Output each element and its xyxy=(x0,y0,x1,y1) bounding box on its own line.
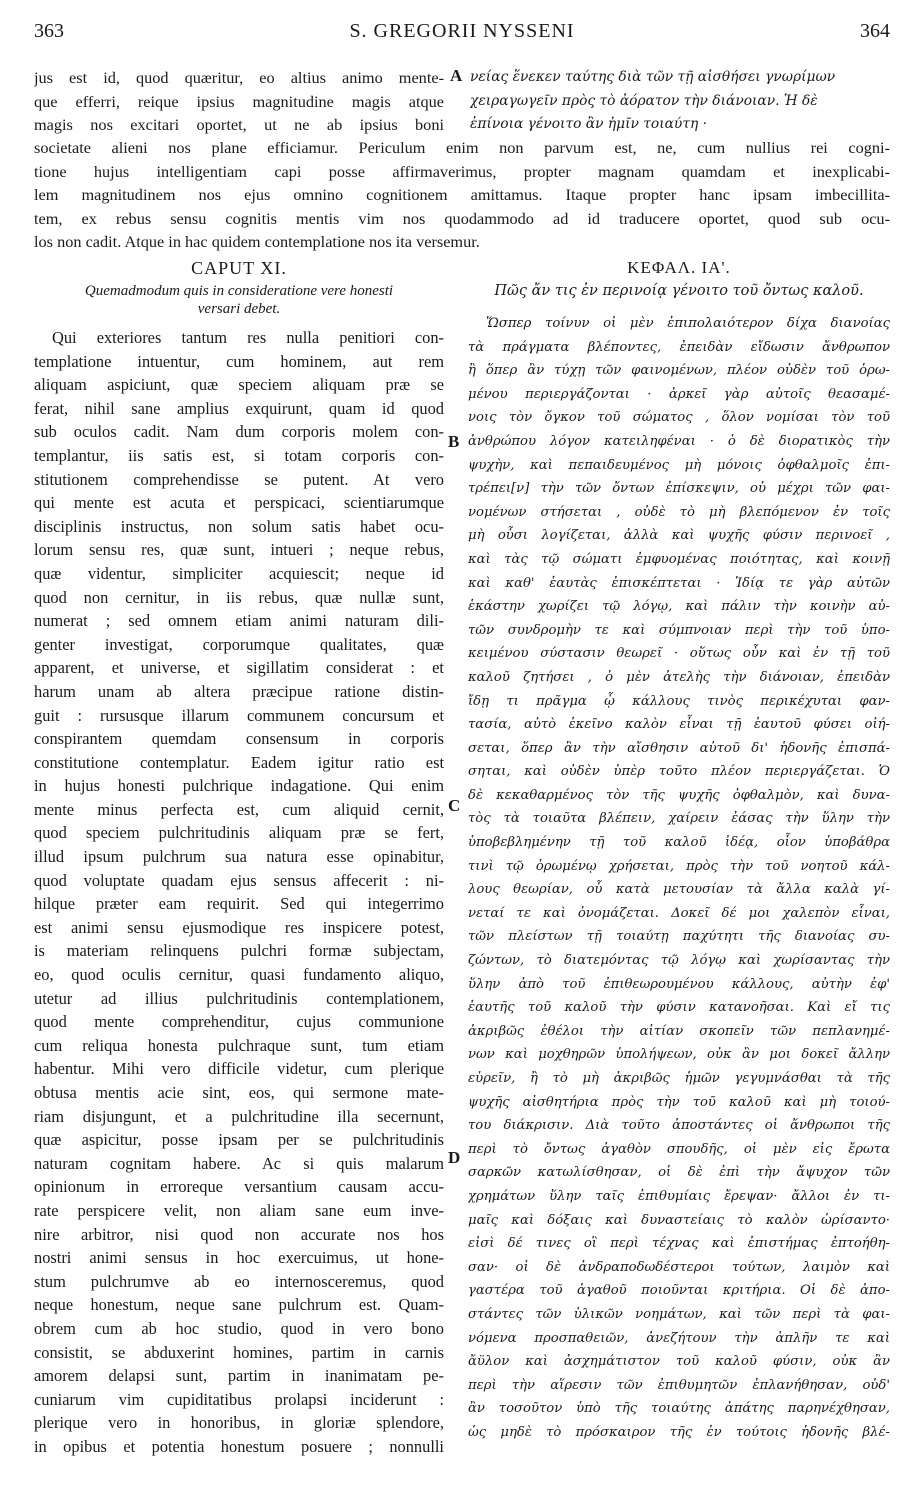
text-line: χρημάτων ὕλην ταῖς ἐπιθυμίαις ἔρεψαν· ἄλλοι ἐν τι- xyxy=(468,1188,890,1204)
text-line: stum pulchrumve ab eo internosceremus, quod xyxy=(34,1271,444,1291)
text-line: μένου περιεργάζονται · ἀρκεῖ γὰρ αὐτοῖς θεασαμέ- xyxy=(468,386,890,402)
text-line: νείας ἕνεκεν ταύτης διὰ τῶν τῇ αἰσθήσει γνωρίμων xyxy=(470,69,836,85)
text-line: νομένων στήσεται , οὐδὲ τὸ μὴ βλεπόμενον ἐν τοῖς xyxy=(468,504,890,520)
text-line: amorem delapsi sunt, partim in inanimatam pe- xyxy=(34,1366,444,1386)
text-line: disciplinis instructus, non solum satis habet ocu- xyxy=(34,516,444,536)
section-marker-d: D xyxy=(448,1148,461,1167)
text-line: qui mente est acuta et perspicaci, scientiarumque xyxy=(34,493,444,513)
text-line: hilque præter eam requirit. Sed qui integerrimo xyxy=(34,894,444,914)
text-line: guit : rursusque illarum communem concursum et xyxy=(34,705,444,725)
text-line: tem, ex rebus sensu cognitis mentis vim nos quodammodo ad id traducere oportet, quod sub ocu- xyxy=(34,208,890,228)
text-line: ψυχῆς αἰσθητήρια πρὸς τὴν τοῦ καλοῦ καὶ μὴ τοιού- xyxy=(468,1094,890,1110)
text-line: plerique vero in honoribus, in gloriæ splendore, xyxy=(34,1413,444,1433)
text-line: νων καὶ μοχθηρῶν ὑπολήψεων, οὐκ ἂν μοι δοκεῖ ἄλλην xyxy=(468,1047,890,1063)
text-line: cum reliqua honesta pulchraque sunt, tum etiam xyxy=(34,1035,444,1055)
text-line: tione hujus intelligentiam capi posse affirmaverimus, propter magnam quamdam et inexplicabi- xyxy=(34,161,890,181)
text-line: ὡς μηδὲ τὸ πρόσκαιρον τῆς ἐν τούτοις ἡδονῆς βλέ- xyxy=(468,1424,890,1440)
text-line: ἀκριβῶς ἐθέλοι τὴν αἰτίαν σκοπεῖν τῶν πεπλανημέ- xyxy=(468,1023,890,1039)
text-line: templatione intuentur, cum hominem, aut rem xyxy=(34,351,444,371)
text-line: ἑαυτῆς τοῦ καλοῦ τὴν φύσιν κατανοῆσαι. Καὶ εἴ τις xyxy=(468,1000,890,1016)
top-full-width-text xyxy=(34,136,890,254)
text-line: habentur. Mihi vero difficile videtur, cum plerique xyxy=(34,1059,444,1079)
text-line: quod non cernitur, in iis rebus, quæ nullæ sunt, xyxy=(34,587,444,607)
section-marker-c: C xyxy=(448,796,461,815)
text-line: templantur, iis satis est, si totam corporis con- xyxy=(34,445,444,465)
text-line: obrem cum ab hoc studio, quod in vero bono xyxy=(34,1318,444,1338)
text-line: ἑκάστην χωρίζει τῷ λόγῳ, καὶ πάλιν τὴν κοινὴν αὐ- xyxy=(468,599,890,615)
text-line: γαστέρα τοῦ ἀγαθοῦ ποιοῦνται κριτήρια. Οἱ δὲ ἀπο- xyxy=(468,1283,890,1299)
text-line: λους θεωρίαν, οὗ κατὰ μετουσίαν τὰ ἄλλα καλὰ γί- xyxy=(468,882,890,898)
text-line: ὑποβεβλημένην τῇ τοῦ καλοῦ ἰδέᾳ, οἷον ὑποβάθρα xyxy=(468,835,890,851)
text-line: societate alieni nos plane efficiamur. Periculum enim non parvum est, ne, cum nullius rei cogni- xyxy=(34,138,890,157)
text-line: εἰσὶ δέ τινες οἳ περὶ τέχνας καὶ ἐπιστήμας ἐπτοήθη- xyxy=(468,1236,890,1252)
text-line: eo, quod oculis cernitur, quasi fundamento aliquo, xyxy=(34,965,444,985)
text-line: illud ipsum pulchrum sua natura esse opinabitur, xyxy=(34,847,444,867)
text-line: mente minus perfecta est, cum aliquid cernit, xyxy=(34,799,444,819)
page-number-right: 364 xyxy=(860,20,890,42)
text-line: τρέπει[ν] τὴν τῶν ὄντων ἐπίσκεψιν, οὐ μέχρι τῶν φαι- xyxy=(468,481,890,497)
text-line: conspirantem quemdam consensum in corporis xyxy=(34,729,444,749)
caput-heading: CAPUT XI. xyxy=(191,258,287,278)
text-line: in hujus honesti pulchrique indagatione. Qui enim xyxy=(34,776,444,796)
running-title: S. GREGORII NYSSENI xyxy=(349,20,575,42)
running-header xyxy=(34,12,890,46)
text-line: νόμενα προσπαθειῶν, ἀνεζήτουν τὴν ἁπλῆν τε καὶ xyxy=(468,1330,890,1346)
text-line: neque honestum, neque sane pulchrum est. Quam- xyxy=(34,1295,444,1315)
section-marker-a: A xyxy=(450,66,463,85)
text-line: nostri animi sensus in hoc exercuimus, ut hone- xyxy=(34,1248,444,1268)
text-line: ἴδῃ τι πρᾶγμα ᾧ κάλλους τινὸς περικέχυται φαν- xyxy=(468,693,890,709)
text-line: ἄϋλον καὶ ἀσχημάτιστον τοῦ καλοῦ φύσιν, οὐκ ἂν xyxy=(468,1354,890,1370)
text-line: καλοῦ ζητήσει , ὁ μὲν ἀτελὴς τὴν διάνοιαν, ἐπειδὰν xyxy=(468,669,890,685)
top-greek-text xyxy=(470,66,894,137)
text-line: cuniarum vim cupiditatibus prolapsi inciderunt : xyxy=(34,1389,444,1409)
text-line: καὶ τὰς τῷ σώματι ἐμφυομένας ποιότητας, καὶ κοινῇ xyxy=(468,551,890,567)
text-line: est animi sensu ejusmodique res inspicere potest, xyxy=(34,917,444,937)
text-line: nire arbitror, nisi quod non accurate nos hos xyxy=(34,1224,444,1244)
text-line: νεταί τε καὶ ὀνομάζεται. Δοκεῖ δέ μοι χαλεπὸν εἶναι, xyxy=(468,905,890,921)
text-line: genter investigat, corporumque qualitates, quæ xyxy=(34,634,444,654)
text-line: του διάκρισιν. Διὰ τοῦτο ἀποστάντες οἱ ἄνθρωποι τῆς xyxy=(468,1118,890,1134)
latin-column xyxy=(34,258,444,1459)
text-line: Qui exteriores tantum res nulla penitiori con- xyxy=(52,328,444,347)
page-number-left: 363 xyxy=(34,20,64,42)
text-line: ἐπίνοια γένοιτο ἂν ἡμῖν τοιαύτη · xyxy=(470,116,707,132)
text-line: τὸς τὰ τοιαῦτα βλέπειν, χαίρειν ἐάσας τὴν ὕλην τὴν xyxy=(468,811,890,827)
text-line: magis nos excitari oportet, ut ne ab ipsius boni xyxy=(34,115,444,134)
text-line: στάντες τῶν ὑλικῶν νοημάτων, καὶ τῶν περὶ τὰ φαι- xyxy=(468,1306,890,1322)
text-line: is materiam relinquens pulchri formæ subjectam, xyxy=(34,941,444,961)
text-line: νοις τὸν ὄγκον τοῦ σώματος , ὅλον νομίσαι τὸν τοῦ xyxy=(468,410,890,426)
text-line: quod mente comprehenditur, cujus communione xyxy=(34,1012,444,1032)
text-line: τῶν πλείστων τῇ τοιαύτῃ παχύτητι τῆς διανοίας συ- xyxy=(468,929,890,945)
kephalaion-heading: ΚΕΦΑΛ. ΙΑ'. xyxy=(627,258,731,277)
text-line: opinionum in erroreque versantium causam accu- xyxy=(34,1177,444,1197)
text-line: consistit, se abduxerint homines, partim in carnis xyxy=(34,1342,444,1362)
greek-column xyxy=(468,258,890,1445)
text-line: constitutione contemplatur. Eadem igitur ratio est xyxy=(34,752,444,772)
kephalaion-subtitle xyxy=(468,282,890,300)
text-line: σαν· οἱ δὲ ἀνδραποδωδέστεροι τούτων, λαιμὸν καὶ xyxy=(468,1259,890,1275)
text-line: περὶ τὸ ὄντως ἀγαθὸν σπουδῆς, οἱ μὲν εἰς ἔρωτα xyxy=(468,1141,890,1157)
text-line: in opibus et potentia honestum posuere ; nonnulli xyxy=(34,1436,444,1456)
text-line: σαρκῶν κατωλίσθησαν, οἱ δὲ ἐπὶ τὴν ἄψυχον τῶν xyxy=(468,1165,890,1181)
text-line: ἂν τοσοῦτον ὑπὸ τῆς τοιαύτης ἀπάτης παρηνέχθησαν, xyxy=(468,1401,890,1417)
text-line: stitutionem comprehendisse se putent. At vero xyxy=(34,469,444,489)
text-line: μὴ οὖσι λογίζεται, ἀλλὰ καὶ ψυχῆς φύσιν περινοεῖ , xyxy=(468,528,890,544)
text-line: naturam cognitam habere. Ac si quis malarum xyxy=(34,1153,444,1173)
text-line: μαῖς καὶ δόξαις καὶ δυναστείαις τὸ καλὸν ὡρίσαντο· xyxy=(468,1212,890,1228)
text-line: σηται, καὶ οὐδὲν ὑπὲρ τοῦτο πλέον περιεργάζεται. Ὁ xyxy=(468,764,890,780)
subtitle-line: versari debet. xyxy=(197,301,281,317)
text-line: ἀνθρώπου λόγον κατειληφέναι · ὁ δὲ διορατικὸς τὴν xyxy=(468,433,890,449)
latin-body xyxy=(34,326,444,1459)
text-line: χειραγωγεῖν πρὸς τὸ ἀόρατον τὴν διάνοιαν. Ἡ δὲ xyxy=(470,92,818,109)
text-line: ζώντων, τὸ διατεμόντας τῷ λόγῳ καὶ χωρίσαντας τὴν xyxy=(468,953,890,969)
text-line: quod speciem pulchritudinis aliquam præ se fert, xyxy=(34,823,444,843)
text-line: καὶ καθ' ἑαυτὰς ἐπισκέπτεται · Ἰδίᾳ τε γὰρ αὐτῶν xyxy=(468,575,890,591)
greek-body xyxy=(468,312,890,1445)
text-line: lorum sensu res, quæ sunt, intueri ; neque rebus, xyxy=(34,540,444,560)
text-line: numerat ; sed omnem etiam animi naturam dili- xyxy=(34,611,444,631)
text-line: quæ videntur, simpliciter acquiescit; neque id xyxy=(34,563,444,583)
text-line: δὲ κεκαθαρμένος τὸν τῆς ψυχῆς ὀφθαλμὸν, καὶ δυνα- xyxy=(468,787,890,803)
text-line: aliquam aspiciunt, quæ speciem aliquam præ se xyxy=(34,375,444,395)
text-line: ψυχὴν, καὶ πεπαιδευμένος μὴ μόνοις ὀφθαλμοῖς ἐπι- xyxy=(468,457,890,473)
text-line: τασία, αὐτὸ ἐκεῖνο καλὸν εἶναι τῇ ἑαυτοῦ φύσει οἰή- xyxy=(468,717,890,733)
text-line: riam disjungunt, et a pulchritudine illa secernunt, xyxy=(34,1106,444,1126)
subtitle-line: Quemadmodum quis in consideratione vere honesti xyxy=(84,283,394,299)
text-line: σεται, ὅπερ ἂν τὴν αἴσθησιν αὐτοῦ δι' ἡδονῆς ἐπισπά- xyxy=(468,740,890,756)
text-line: rate perspicere velit, non aliam sane eum inve- xyxy=(34,1200,444,1220)
text-line: quæ aspicitur, posse ipsam per se pulchritudinis xyxy=(34,1130,444,1150)
text-line: εὑρεῖν, ἢ τὸ μὴ ἀκριβῶς ἡμῶν γεγυμνάσθαι τὰ τῆς xyxy=(468,1071,890,1086)
text-line: lem magnitudinem nos ejus omnino cognitionem amittamus. Itaque propter hanc ipsam imbecillita- xyxy=(34,185,890,204)
text-line: τῶν συνδρομὴν τε καὶ σύμπνοιαν περὶ τὴν τοῦ ὑπο- xyxy=(468,622,890,638)
top-latin-text xyxy=(34,66,444,137)
text-line: que efferri, reique ipsius magnitudine magis atque xyxy=(34,91,444,111)
text-line: ἢ ὅπερ ἂν τύχῃ τῶν φαινομένων, πλέον οὐδὲν τοῦ ὁρω- xyxy=(468,363,890,379)
caput-subtitle xyxy=(34,282,444,318)
text-line: jus est id, quod quæritur, eo altius animo mente- xyxy=(34,68,444,87)
text-line: los non cadit. Atque in hac quidem contemplatione nos ita versemur. xyxy=(34,232,480,251)
text-line: περὶ τὴν αἵρεσιν τῶν ἐπιθυμητῶν ἐπλανήθησαν, οὐδ' xyxy=(468,1377,890,1393)
text-line: harum unam ab altera præcipue ratione distin- xyxy=(34,681,444,701)
text-line: ὕλην ἀπὸ τοῦ ἐπιθεωρουμένου κάλλους, αὐτὴν ἐφ' xyxy=(468,976,890,992)
text-line: κειμένου σύστασιν θεωρεῖ · οὕτως οὖν καὶ ἐν τῇ τοῦ xyxy=(468,646,890,662)
text-line: apparent, et universe, et sigillatim considerat : et xyxy=(34,658,444,678)
text-line: Ὥσπερ τοίνυν οἱ μὲν ἐπιπολαιότερον δίχα διανοίας xyxy=(486,316,890,331)
text-line: τινὶ τῷ ὁρωμένῳ χρήσεται, πρὸς τὴν τοῦ νοητοῦ κάλ- xyxy=(468,858,890,874)
text-line: ferat, nihil sane amplius exquirunt, quam id quod xyxy=(34,398,444,418)
section-marker-b: B xyxy=(448,432,460,451)
text-line: sub oculos cadit. Nam dum corporis molem con- xyxy=(34,422,444,442)
text-line: utetur ad illius pulchritudinis contemplationem, xyxy=(34,988,444,1008)
text-line: τὰ πράγματα βλέποντες, ἐπειδὰν εἴδωσιν ἄνθρωπον xyxy=(468,339,890,355)
text-line: quod voluptate quadam ejus sensus affecerit : ni- xyxy=(34,870,444,890)
subtitle-line: Πῶς ἄν τις ἐν περινοίᾳ γένοιτο τοῦ ὄντως καλοῦ. xyxy=(494,283,864,299)
text-line: obtusa mentis acie sint, eos, qui sermone mate- xyxy=(34,1083,444,1102)
